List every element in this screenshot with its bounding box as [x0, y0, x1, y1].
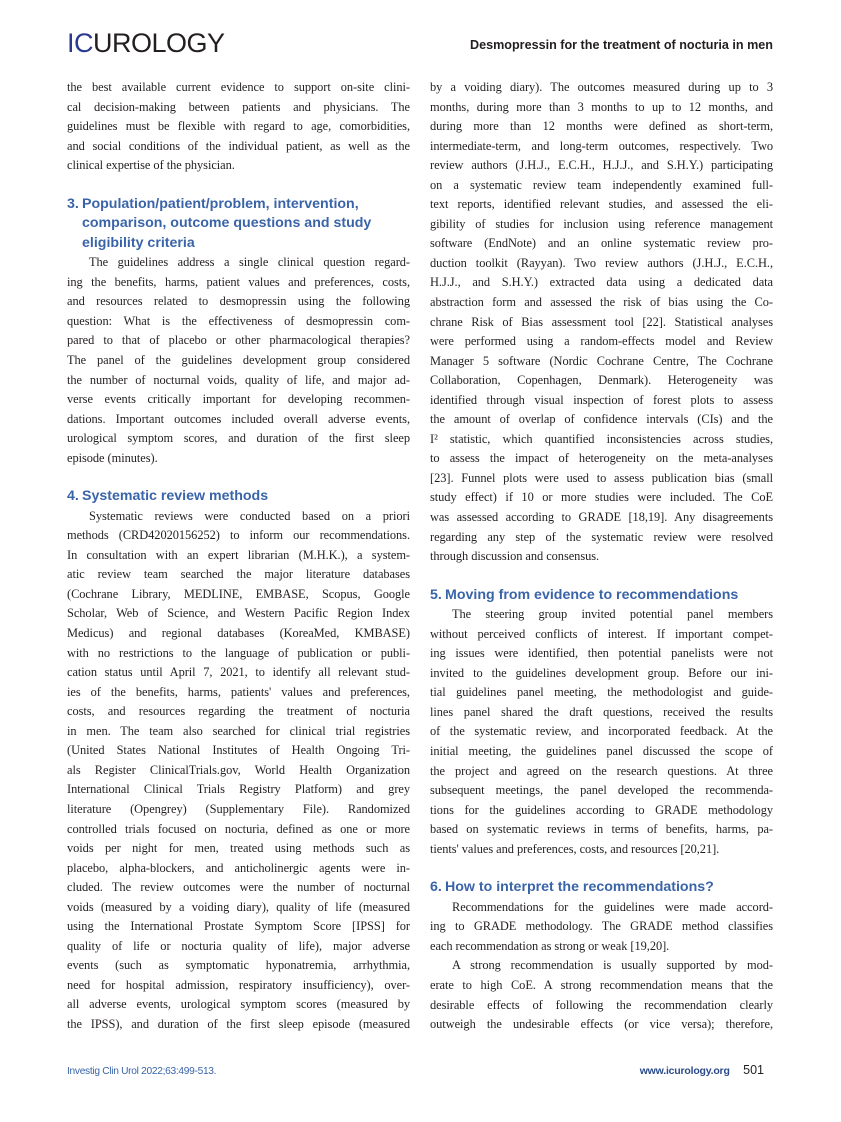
journal-url-link[interactable]: www.icurology.org [639, 1065, 730, 1077]
text-line: outweigh the undesirable effects (or vice versa); therefore, [430, 1017, 773, 1032]
text-line: and social conditions of the individual patient, as well as the [67, 138, 410, 153]
text-line: Scholar, Web of Science, and Western Pacific Region Index [67, 606, 410, 621]
text-line: dations. Important outcomes included overall adverse events, [67, 411, 410, 426]
text-line: was assessed according to GRADE [18,19]. Any disagreements [430, 510, 773, 525]
intro-paragraph [67, 78, 410, 176]
heading-text: How to interpret the recommendations? [445, 879, 714, 896]
text-line: tients' values and preferences, costs, and resources [20,21]. [430, 841, 720, 856]
heading-text: Systematic review methods [82, 488, 269, 505]
text-line: using the International Prostate Symptom Score [IPSS] for [67, 919, 410, 934]
text-line: study effect) if 10 or more studies were included. The CoE [430, 490, 773, 505]
text-line: ing issues were identified, then potential panelists were not [430, 646, 773, 661]
text-line: each recommendation as strong or weak [19,20]. [430, 938, 670, 953]
text-line: regarding any step of the systematic review were resolved [430, 529, 773, 544]
text-line: quality of life or nocturia quality of life), major adverse [67, 938, 410, 953]
citation: Investig Clin Urol 2022;63:499-513. [67, 1066, 217, 1077]
text-line: (Cochrane Library, MEDLINE, EMBASE, Scopus, Google [67, 586, 410, 601]
text-line: The guidelines address a single clinical question regard- [89, 255, 410, 270]
text-line: als Register ClinicalTrials.gov, World Health Organization [67, 762, 410, 777]
text-line: software (EndNote) and an online systematic review pro- [430, 236, 773, 251]
journal-logo [67, 28, 225, 58]
text-line: and resources related to desmopressin using the following [67, 294, 410, 309]
text-line: ing the benefits, harms, patient values and preferences, costs, [67, 274, 410, 289]
text-line: voids per night for men, treated using methods such as [67, 841, 410, 856]
section-3-heading [67, 195, 410, 254]
text-line: Medicus) and regional databases (KoreaMed, KMBASE) [67, 626, 410, 641]
text-line: chrane Risk of Bias assessment tool [22]. Statistical analyses [430, 314, 773, 329]
text-line: Manager 5 software (Nordic Cochrane Centre, The Cochrane [430, 353, 773, 368]
section-number: 3. [67, 195, 79, 212]
text-line: subsequent meetings, the panel developed the recommenda- [430, 783, 773, 798]
text-line: question: What is the effectiveness of desmopressin com- [67, 313, 410, 328]
text-line: costs, and resources regarding the treatment of nocturia [67, 704, 410, 719]
text-line: review authors (J.H.J., E.C.H., H.J.J., and S.H.Y.) participating [430, 158, 773, 173]
text-line: cluded. The review outcomes were the number of nocturnal [67, 880, 410, 895]
text-line: text reports, identified relevant studies, and assessed the eli- [430, 197, 773, 212]
heading-text: Moving from evidence to recommendations [445, 586, 739, 603]
text-line: lines panel shared the draft questions, received the results [430, 704, 773, 719]
text-line: episode (minutes). [67, 450, 158, 465]
heading-line: eligibility criteria [82, 234, 195, 251]
text-line: tions for the guidelines according to GRADE methodology [430, 802, 773, 817]
text-line: pared to that of placebo or other pharmacological therapies? [67, 333, 410, 348]
text-line: [23]. Funnel plots were used to assess publication bias (small [430, 470, 773, 485]
section-number: 4. [67, 488, 79, 505]
text-line: months, during more than 3 months to up to 12 months, and [430, 99, 773, 114]
text-line: initial meeting, the guidelines panel discussed the scope of [430, 744, 773, 758]
text-line: the project and agreed on the research questions. At three [430, 763, 773, 778]
text-line: intermediate-term, and long-term outcomes, respectively. Two [430, 138, 773, 153]
footer-right [640, 1063, 764, 1077]
text-line: during more than 12 months were defined as short-term, [430, 119, 773, 134]
text-line: methods (CRD42020156252) to inform our recommendations. [67, 528, 410, 543]
heading-line: comparison, outcome questions and study [82, 215, 372, 232]
section-6-paragraph-1 [430, 898, 773, 957]
text-line: the number of nocturnal voids, quality of life, and major ad- [67, 372, 410, 387]
left-column [67, 78, 410, 1035]
text-line: identified through visual inspection of forest plots to assess [430, 392, 773, 407]
text-line: controlled trials focused on nocturia, defined as one or more [67, 821, 410, 836]
text-line: verse events critically important for developing recommen- [67, 392, 410, 407]
section-5-paragraph [430, 605, 773, 859]
section-4-heading [67, 487, 410, 507]
text-line: (United States National Institutes of Health Ongoing Tri- [67, 743, 410, 758]
text-line: guidelines must be flexible with regard to age, comorbidities, [67, 119, 410, 134]
section-number: 5. [430, 586, 442, 603]
text-line: with no restrictions to the language of publication or publi- [67, 645, 410, 660]
text-line: gibility of studies for inclusion using reference management [430, 216, 773, 231]
text-line: atic review team searched the major literature databases [67, 567, 410, 582]
text-line: desirable effects of following the recommendation clearly [430, 997, 773, 1012]
text-line: based on systematic reviews in terms of benefits, harms, pa- [430, 822, 773, 837]
text-line: H.J.J., and S.H.Y.) extracted data using a dedicated data [430, 275, 773, 290]
text-line: The steering group invited potential panel members [452, 607, 773, 622]
text-line: in men. The team also searched for clinical trial registries [67, 723, 410, 738]
text-line: clinical expertise of the physician. [67, 158, 235, 173]
text-line: duction toolkit (Rayyan). Two review authors (J.H.J., E.C.H., [430, 255, 773, 270]
text-line: A strong recommendation is usually supported by mod- [452, 958, 773, 973]
text-line: the IPSS), and duration of the first sleep episode (measured [67, 1016, 410, 1031]
text-line: erate to high CoE. A strong recommendation means that the [430, 977, 773, 992]
text-line: placebo, alpha-blockers, and anticholinergic agents were in- [67, 860, 410, 875]
section-6-heading [430, 878, 773, 898]
logo-suffix: UROLOGY [93, 28, 225, 58]
text-line: events (such as symptomatic hyponatremia, arrhythmia, [67, 958, 410, 973]
running-title: Desmopressin for the treatment of nocturia in men [469, 38, 773, 52]
text-line: the amount of overlap of confidence intervals (CIs) and the [430, 412, 773, 427]
heading-line: Population/patient/problem, intervention, [82, 195, 359, 212]
section-number: 6. [430, 879, 442, 896]
text-line: Recommendations for the guidelines were made accord- [452, 899, 773, 914]
text-line: I² statistic, which quantified inconsistencies across studies, [430, 431, 773, 446]
text-line: through discussion and consensus. [430, 549, 600, 564]
text-line: the best available current evidence to support on-site clini- [67, 80, 410, 94]
right-column [430, 78, 773, 1035]
text-line: cation status until April 7, 2021, to identify all relevant stud- [67, 665, 410, 680]
text-line: tial guidelines panel meeting, the methodologist and guide- [430, 685, 773, 700]
text-line: International Clinical Trials Registry Platform) and grey [67, 782, 410, 797]
section-5-heading [430, 586, 773, 606]
logo-prefix: IC [67, 28, 93, 58]
text-line: ing to GRADE methodology. The GRADE method classifies [430, 919, 773, 934]
text-line: all adverse events, urological symptom scores (measured by [67, 997, 410, 1012]
text-line: literature (Opengrey) (Supplementary File). Randomized [67, 801, 410, 816]
section-4-paragraph [67, 507, 410, 1035]
section-6-paragraph-2 [430, 956, 773, 1034]
text-line: abstraction form and assessed the risk of bias using the Co- [430, 295, 773, 310]
text-line: ies of the benefits, harms, patients' values and preferences, [67, 684, 410, 699]
text-line: need for hospital admission, respiratory insufficiency), over- [67, 977, 410, 992]
text-line: The panel of the guidelines development group considered [67, 352, 410, 367]
text-line: cal decision-making between patients and physicians. The [67, 99, 410, 114]
text-line: on a systematic review team independently examined full- [430, 177, 773, 192]
text-line: without perceived conflicts of interest. If important compet- [430, 626, 773, 641]
text-line: by a voiding diary). The outcomes measured during up to 3 [430, 80, 773, 94]
text-line: Collaboration, Copenhagen, Denmark). Heterogeneity was [430, 373, 773, 388]
text-line: voids (measured by a voiding diary), quality of life (measured [67, 899, 410, 914]
text-line: to assess the impact of heterogeneity on the meta-analyses [430, 451, 773, 466]
text-line: invited to the guidelines development group. Before our ini- [430, 665, 773, 680]
section-3-paragraph [67, 253, 410, 468]
text-line: urological symptom scores, and duration of the first sleep [67, 431, 410, 446]
text-line: were performed using a random-effects model and Review [430, 334, 773, 349]
text-line: In consultation with an expert librarian (M.H.K.), a system- [67, 547, 410, 562]
section-4-continued-paragraph [430, 78, 773, 567]
page-number: 501 [743, 1063, 764, 1077]
text-line: Systematic reviews were conducted based on a priori [89, 508, 410, 523]
text-line: of the systematic review, and incorporated feedback. At the [430, 724, 773, 739]
